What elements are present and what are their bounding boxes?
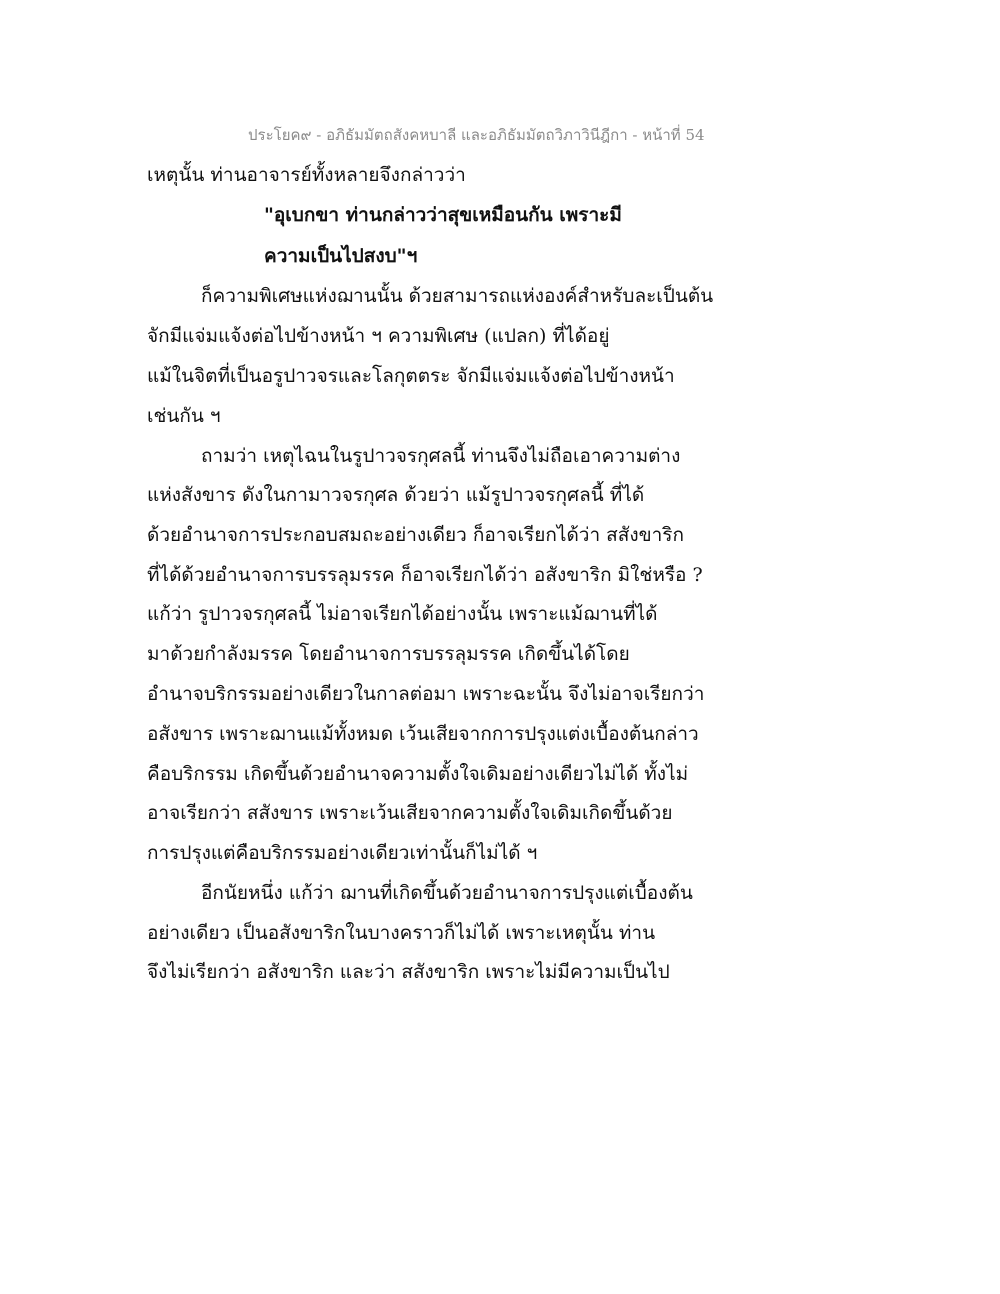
verse-line: ความเป็นไปสงบ"ฯ: [264, 245, 418, 267]
text-line: มาด้วยกำลังมรรค โดยอำนาจการบรรลุมรรค เกิดขึ้นได้โดย: [147, 643, 630, 665]
text-line: แม้ในจิตที่เป็นอรูปาวจรและโลกุตตระ จักมีแจ่มแจ้งต่อไปข้างหน้า: [147, 365, 675, 387]
text-line: การปรุงแต่คือบริกรรมอย่างเดียวเท่านั้นก็ไม่ได้ ฯ: [147, 842, 538, 864]
text-line: จักมีแจ่มแจ้งต่อไปข้างหน้า ฯ ความพิเศษ (แปลก) ที่ได้อยู่: [147, 325, 610, 347]
verse-line: "อุเบกขา ท่านกล่าวว่าสุขเหมือนกัน เพราะมี: [264, 204, 622, 226]
text-line: คือบริกรรม เกิดขึ้นด้วยอำนาจความตั้งใจเดิมอย่างเดียวไม่ได้ ทั้งไม่: [147, 763, 689, 785]
paragraph-first-line: อีกนัยหนึ่ง แก้ว่า ฌานที่เกิดขึ้นด้วยอำนาจการปรุงแต่เบื้องต้น: [201, 882, 693, 904]
text-line: ที่ได้ด้วยอำนาจการบรรลุมรรค ก็อาจเรียกได้ว่า อสังขาริก มิใช่หรือ ?: [147, 564, 703, 586]
text-line: ด้วยอำนาจการประกอบสมถะอย่างเดียว ก็อาจเรียกได้ว่า สสังขาริก: [147, 524, 684, 546]
text-line: จึงไม่เรียกว่า อสังขาริก และว่า สสังขาริก เพราะไม่มีความเป็นไป: [147, 961, 670, 983]
text-line: อำนาจบริกรรมอย่างเดียวในกาลต่อมา เพราะฉะนั้น จึงไม่อาจเรียกว่า: [147, 683, 705, 705]
text-line: เหตุนั้น ท่านอาจารย์ทั้งหลายจึงกล่าวว่า: [147, 164, 466, 186]
paragraph-first-line: ถามว่า เหตุไฉนในรูปาวจรกุศลนี้ ท่านจึงไม่ถือเอาความต่าง: [201, 445, 681, 467]
text-line: แก้ว่า รูปาวจรกุศลนี้ ไม่อาจเรียกได้อย่างนั้น เพราะแม้ฌานที่ได้: [147, 603, 658, 625]
text-line: อาจเรียกว่า สสังขาร เพราะเว้นเสียจากความตั้งใจเดิมเกิดขึ้นด้วย: [147, 802, 673, 824]
text-line: อสังขาร เพราะฌานแม้ทั้งหมด เว้นเสียจากการปรุงแต่งเบื้องต้นกล่าว: [147, 723, 699, 745]
paragraph-first-line: ก็ความพิเศษแห่งฌานนั้น ด้วยสามารถแห่งองค์สำหรับละเป็นต้น: [201, 285, 714, 307]
running-header: ประโยค๙ - อภิธัมมัตถสังคหบาลี และอภิธัมมัตถวิภาวินีฎีกา - หน้าที่ 54: [248, 126, 705, 144]
text-line: อย่างเดียว เป็นอสังขาริกในบางคราวก็ไม่ได้ เพราะเหตุนั้น ท่าน: [147, 922, 656, 944]
text-line: เช่นกัน ฯ: [147, 405, 221, 427]
text-line: แห่งสังขาร ดังในกามาวจรกุศล ด้วยว่า แม้รูปาวจรกุศลนี้ ที่ได้: [147, 484, 645, 506]
